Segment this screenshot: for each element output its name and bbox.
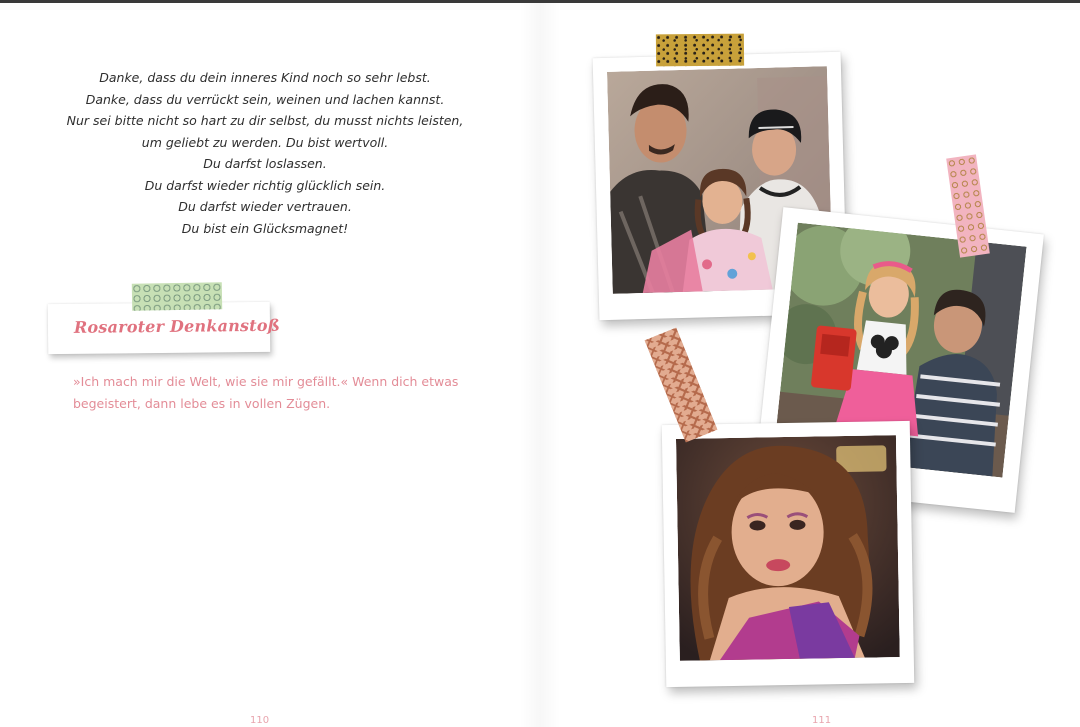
washi-tape-green [132,282,222,311]
page-number-right: 111 [812,715,832,726]
left-page [0,3,540,727]
poem-line: Du darfst wieder vertrauen. [178,199,352,214]
label-title: Rosaroter Denkanstoß [73,315,281,337]
poem [40,67,490,239]
page-number-left: 110 [250,715,270,726]
poem-line: Danke, dass du dein inneres Kind noch so sehr lebst. [99,70,431,85]
polaroid-girl-portrait [662,421,915,687]
poem-line: Du bist ein Glücksmagnet! [181,220,349,236]
poem-line: Du darfst loslassen. [203,156,327,171]
poem-line: Du darfst wieder richtig glücklich sein. [144,177,386,193]
book-gutter [520,3,560,727]
tip-text: »Ich mach mir die Welt, wie sie mir gefällt.« Wenn dich etwas begeistert, dann lebe es in vollen Zügen. [73,374,459,411]
poem-line: Nur sei bitte nicht so hart zu dir selbst, du musst nichts leisten, [66,113,464,128]
poem-line: um geliebt zu werden. Du bist wertvoll. [141,134,389,150]
girl-portrait-photo [676,435,900,661]
washi-tape-gold [656,34,744,67]
poem-line: Danke, dass du verrückt sein, weinen und lachen kannst. [85,91,445,107]
